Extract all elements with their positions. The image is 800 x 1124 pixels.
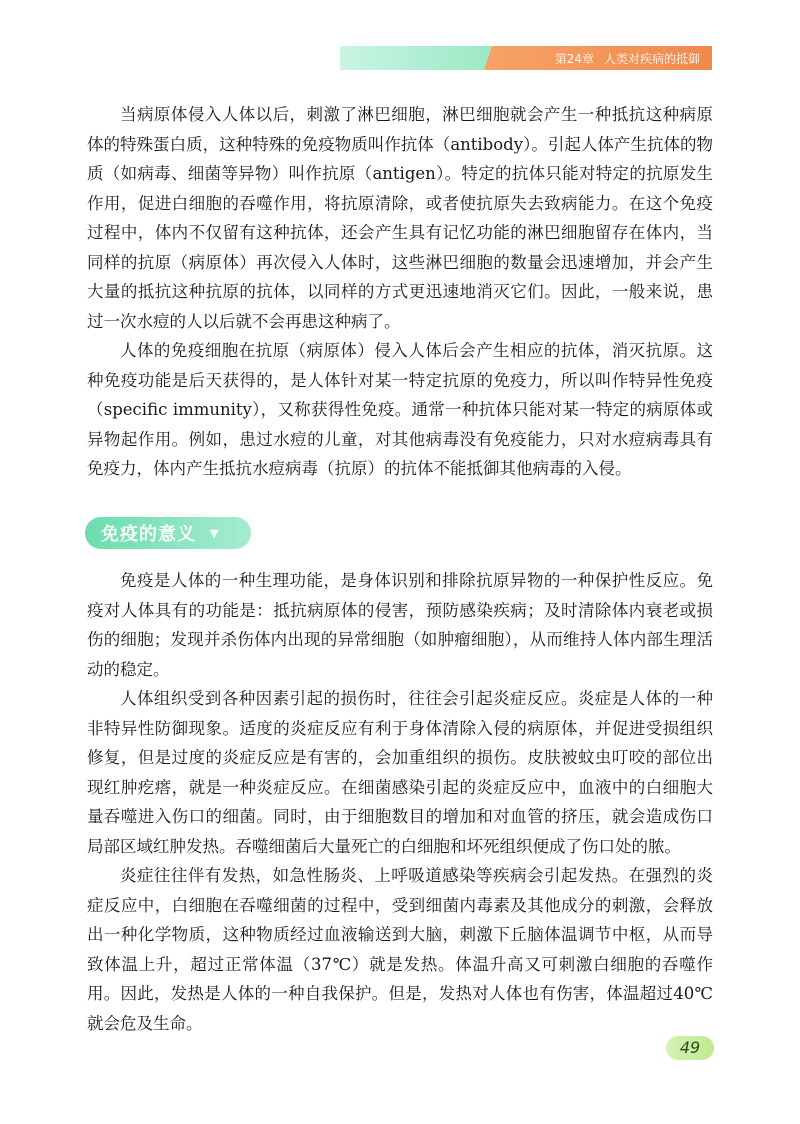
chapter-number: 第24章 (554, 52, 594, 66)
chapter-header-bar (340, 46, 712, 70)
section-heading (85, 517, 251, 549)
paragraph: 人体组织受到各种因素引起的损伤时，往往会引起炎症反应。炎症是人体的一种非特异性防御现象。适度的炎症反应有利于身体清除入侵的病原体，并促进受损组织修复，但是过度的炎症反应是有害的，会加重组织的损伤。皮肤被蚊虫叮咬的部位出现红肿疙瘩，就是一种炎症反应。在细菌感染引起的炎症反应中，血液中的白细胞大量吞噬进入伤口的细菌。同时，由于细胞数目的增加和对血管的挤压，就会造成伤口局部区域红肿发热。吞噬细菌后大量死亡的白细胞和坏死组织便成了伤口处的脓。 (87, 689, 713, 856)
header-mint-band (340, 46, 492, 70)
body-text-upper (87, 100, 713, 484)
body-text-lower (87, 566, 713, 1038)
chapter-header-text (555, 50, 700, 67)
header-orange-band (492, 46, 712, 70)
page-number: 49 (666, 1036, 714, 1060)
chapter-title: 人类对疾病的抵御 (603, 52, 700, 66)
section-title: 免疫的意义 (101, 524, 196, 545)
paragraph: 免疫是人体的一种生理功能，是身体识别和排除抗原异物的一种保护性反应。免疫对人体具有的功能是：抵抗病原体的侵害，预防感染疾病；及时清除体内衰老或损伤的细胞；发现并杀伤体内出现的异常细胞（如肿瘤细胞），从而维持人体内部生理活动的稳定。 (87, 571, 713, 679)
paragraph: 炎症往往伴有发热，如急性肠炎、上呼吸道感染等疾病会引起发热。在强烈的炎症反应中，白细胞在吞噬细菌的过程中，受到细菌内毒素及其他成分的刺激，会释放出一种化学物质，这种物质经过血液输送到大脑，刺激下丘脑体温调节中枢，从而导致体温上升，超过正常体温（37℃）就是发热。体温升高又可刺激白细胞的吞噬作用。因此，发热是人体的一种自我保护。但是，发热对人体也有伤害，体温超过40℃就会危及生命。 (87, 866, 713, 1033)
caret-down-icon: ▼ (210, 526, 219, 540)
paragraph: 人体的免疫细胞在抗原（病原体）侵入人体后会产生相应的抗体，消灭抗原。这种免疫功能是后天获得的，是人体针对某一特定抗原的免疫力，所以叫作特异性免疫（specific immunity），又称获得性免疫。通常一种抗体只能对某一特定的病原体或异物起作用。例如，患过水痘的儿童，对其他病毒没有免疫能力，只对水痘病毒具有免疫力，体内产生抵抗水痘病毒（抗原）的抗体不能抵御其他病毒的入侵。 (87, 341, 713, 478)
paragraph: 当病原体侵入人体以后，刺激了淋巴细胞，淋巴细胞就会产生一种抵抗这种病原体的特殊蛋白质，这种特殊的免疫物质叫作抗体（antibody）。引起人体产生抗体的物质（如病毒、细菌等异物）叫作抗原（antigen）。特定的抗体只能对特定的抗原发生作用，促进白细胞的吞噬作用，将抗原清除，或者使抗原失去致病能力。在这个免疫过程中，体内不仅留有这种抗体，还会产生具有记忆功能的淋巴细胞留存在体内，当同样的抗原（病原体）再次侵入人体时，这些淋巴细胞的数量会迅速增加，并会产生大量的抵抗这种抗原的抗体，以同样的方式更迅速地消灭它们。因此，一般来说，患过一次水痘的人以后就不会再患这种病了。 (87, 105, 713, 331)
